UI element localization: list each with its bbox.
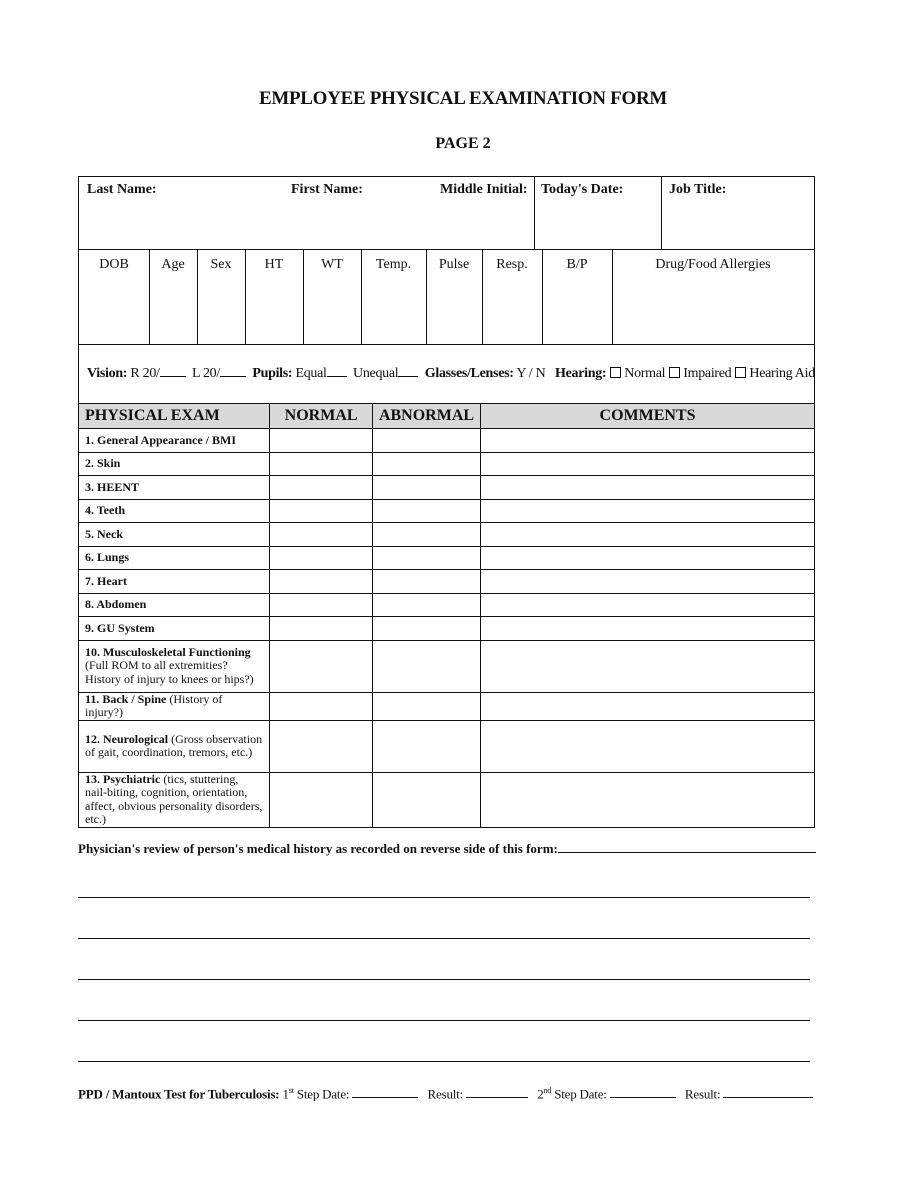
second-step-date-blank[interactable] — [610, 1089, 676, 1098]
review-line[interactable] — [78, 1061, 810, 1062]
comments-cell[interactable] — [481, 476, 815, 500]
glasses-label: Glasses/Lenses: — [424, 366, 514, 381]
exam-item-name: 10. Musculoskeletal Functioning — [85, 644, 251, 659]
table-row — [79, 523, 815, 547]
review-line[interactable] — [78, 897, 810, 898]
table-row — [79, 452, 815, 476]
sex-cell[interactable]: Sex — [210, 257, 232, 272]
col-abnormal: ABNORMAL — [372, 404, 480, 429]
name-row — [79, 177, 814, 250]
allergies-cell[interactable]: Drug/Food Allergies — [655, 257, 771, 272]
comments-cell[interactable] — [481, 692, 815, 720]
normal-cell[interactable] — [270, 546, 373, 570]
pupils-unequal-label: Unequal — [353, 366, 399, 381]
table-row — [79, 546, 815, 570]
patient-header-block — [78, 176, 815, 404]
exam-item — [79, 720, 270, 772]
exam-item — [79, 570, 270, 594]
normal-cell[interactable] — [270, 452, 373, 476]
hearing-impaired-label: Impaired — [683, 366, 732, 381]
exam-item-name: 7. Heart — [85, 573, 127, 588]
hearing-impaired-checkbox[interactable] — [669, 367, 680, 378]
abnormal-cell[interactable] — [372, 617, 480, 641]
comments-cell[interactable] — [481, 570, 815, 594]
comments-cell[interactable] — [481, 772, 815, 827]
exam-item — [79, 476, 270, 500]
temp-cell[interactable]: Temp. — [375, 257, 412, 272]
hearing-label: Hearing: — [555, 366, 607, 381]
review-blank[interactable] — [558, 844, 816, 853]
tb-test-line — [78, 1086, 813, 1102]
bp-cell[interactable]: B/P — [566, 257, 588, 272]
vision-left-blank[interactable] — [220, 366, 246, 377]
ppd-label: PPD / Mantoux Test for Tuberculosis: — [78, 1086, 280, 1102]
exam-item-name: 12. Neurological — [85, 731, 169, 746]
result1-blank[interactable] — [466, 1089, 528, 1098]
divider — [661, 177, 662, 249]
exam-item-note: (Full ROM to all extremities? History of injury to knees or hips?) — [85, 658, 254, 686]
exam-item-note: (Gross observation of gait, coordination, tremors, etc.) — [85, 731, 263, 759]
exam-item-name: 3. HEENT — [85, 479, 140, 494]
review-line[interactable] — [78, 938, 810, 939]
normal-cell[interactable] — [270, 617, 373, 641]
comments-cell[interactable] — [481, 452, 815, 476]
job-title-field[interactable]: Job Title: — [669, 182, 727, 197]
table-header-row — [79, 404, 815, 429]
abnormal-cell[interactable] — [372, 570, 480, 594]
abnormal-cell[interactable] — [372, 452, 480, 476]
exam-item — [79, 593, 270, 617]
table-row — [79, 617, 815, 641]
table-row — [79, 772, 815, 827]
normal-cell[interactable] — [270, 692, 373, 720]
exam-item-name: 2. Skin — [85, 456, 121, 470]
abnormal-cell[interactable] — [372, 772, 480, 827]
first-step-sup: st — [288, 1086, 294, 1095]
abnormal-cell[interactable] — [372, 593, 480, 617]
exam-item — [79, 523, 270, 547]
exam-item — [79, 692, 270, 720]
vision-right-blank[interactable] — [160, 366, 186, 377]
exam-item — [79, 640, 270, 692]
exam-item — [79, 452, 270, 476]
result2-blank[interactable] — [723, 1089, 813, 1098]
vision-label: Vision: — [87, 366, 128, 381]
abnormal-cell[interactable] — [372, 523, 480, 547]
table-row — [79, 429, 815, 453]
comments-cell[interactable] — [481, 546, 815, 570]
comments-cell[interactable] — [481, 499, 815, 523]
exam-item-name: 13. Psychiatric — [85, 771, 161, 786]
normal-cell[interactable] — [270, 640, 373, 692]
pulse-cell[interactable]: Pulse — [438, 257, 470, 272]
abnormal-cell[interactable] — [372, 640, 480, 692]
divider — [534, 177, 535, 249]
pupils-equal-label: Equal — [295, 366, 327, 381]
normal-cell[interactable] — [270, 593, 373, 617]
abnormal-cell[interactable] — [372, 476, 480, 500]
result1-label: Result: — [427, 1086, 463, 1102]
form-title: EMPLOYEE PHYSICAL EXAMINATION FORM — [259, 88, 667, 109]
col-comments: COMMENTS — [481, 404, 815, 429]
comments-cell[interactable] — [481, 523, 815, 547]
first-step-label: Step Date: — [296, 1086, 350, 1102]
table-row — [79, 499, 815, 523]
comments-cell[interactable] — [481, 617, 815, 641]
pupils-label: Pupils: — [252, 366, 293, 381]
last-name-field[interactable]: Last Name: — [87, 182, 157, 197]
comments-cell[interactable] — [481, 640, 815, 692]
hearing-normal-checkbox[interactable] — [610, 367, 621, 378]
medical-history-review — [78, 841, 816, 857]
table-row — [79, 593, 815, 617]
normal-cell[interactable] — [270, 476, 373, 500]
hearing-aid-checkbox[interactable] — [735, 367, 746, 378]
first-name-field[interactable]: First Name: — [291, 182, 363, 197]
second-step-label: Step Date: — [554, 1086, 607, 1102]
col-physical-exam: PHYSICAL EXAM — [79, 404, 270, 429]
normal-cell[interactable] — [270, 772, 373, 827]
abnormal-cell[interactable] — [372, 720, 480, 772]
abnormal-cell[interactable] — [372, 429, 480, 453]
review-line[interactable] — [78, 1020, 810, 1021]
middle-initial-field[interactable]: Middle Initial: — [440, 182, 528, 197]
vitals-row — [79, 249, 814, 345]
vision-right-label: R 20/ — [130, 366, 160, 381]
table-row — [79, 720, 815, 772]
exam-item-name: 11. Back / Spine — [85, 691, 167, 706]
vision-left-label: L 20/ — [192, 366, 220, 381]
exam-item-name: 1. General Appearance / BMI — [85, 432, 236, 447]
review-label: Physician's review of person's medical history as recorded on reverse side of this form: — [78, 841, 558, 856]
exam-item-name: 4. Teeth — [85, 503, 126, 517]
abnormal-cell[interactable] — [372, 499, 480, 523]
exam-item — [79, 429, 270, 453]
normal-cell[interactable] — [270, 570, 373, 594]
age-cell[interactable]: Age — [161, 257, 185, 272]
table-row — [79, 640, 815, 692]
normal-cell[interactable] — [270, 720, 373, 772]
normal-cell[interactable] — [270, 429, 373, 453]
exam-item — [79, 546, 270, 570]
exam-item-name: 6. Lungs — [85, 550, 130, 564]
first-step-num: 1 — [282, 1086, 289, 1102]
second-step-num: 2 — [537, 1086, 544, 1102]
result2-label: Result: — [684, 1086, 721, 1102]
exam-item — [79, 499, 270, 523]
pupils-equal-blank[interactable] — [327, 366, 347, 377]
normal-cell[interactable] — [270, 523, 373, 547]
exam-item-name: 5. Neck — [85, 526, 123, 541]
exam-item — [79, 772, 270, 827]
normal-cell[interactable] — [270, 499, 373, 523]
table-row — [79, 570, 815, 594]
vision-hearing-row — [79, 344, 814, 403]
hearing-aid-label: Hearing Aid — [749, 366, 815, 381]
table-row — [79, 692, 815, 720]
table-row — [79, 476, 815, 500]
exam-item-name: 8. Abdomen — [85, 597, 147, 611]
comments-cell[interactable] — [481, 429, 815, 453]
comments-cell[interactable] — [481, 720, 815, 772]
exam-item-note: (History of injury?) — [85, 691, 223, 719]
height-cell[interactable]: HT — [264, 257, 284, 272]
abnormal-cell[interactable] — [372, 692, 480, 720]
physical-exam-table — [78, 403, 815, 828]
pupils-unequal-blank[interactable] — [398, 366, 418, 377]
page-number: PAGE 2 — [435, 135, 491, 152]
todays-date-field[interactable]: Today's Date: — [541, 182, 624, 197]
first-step-date-blank[interactable] — [352, 1089, 418, 1098]
glasses-yn[interactable]: Y / N — [516, 366, 546, 381]
hearing-normal-label: Normal — [624, 366, 666, 381]
exam-item-name: 9. GU System — [85, 620, 155, 635]
exam-item-note: (tics, stuttering, nail-biting, cognition, orientation, affect, obvious personality disorders, etc.) — [85, 771, 263, 826]
dob-cell[interactable]: DOB — [99, 257, 129, 272]
resp-cell[interactable]: Resp. — [496, 257, 528, 272]
vision-line — [87, 366, 815, 382]
second-step-sup: nd — [543, 1086, 552, 1095]
exam-item — [79, 617, 270, 641]
comments-cell[interactable] — [481, 593, 815, 617]
weight-cell[interactable]: WT — [321, 257, 343, 272]
col-normal: NORMAL — [270, 404, 373, 429]
abnormal-cell[interactable] — [372, 546, 480, 570]
review-line[interactable] — [78, 979, 810, 980]
